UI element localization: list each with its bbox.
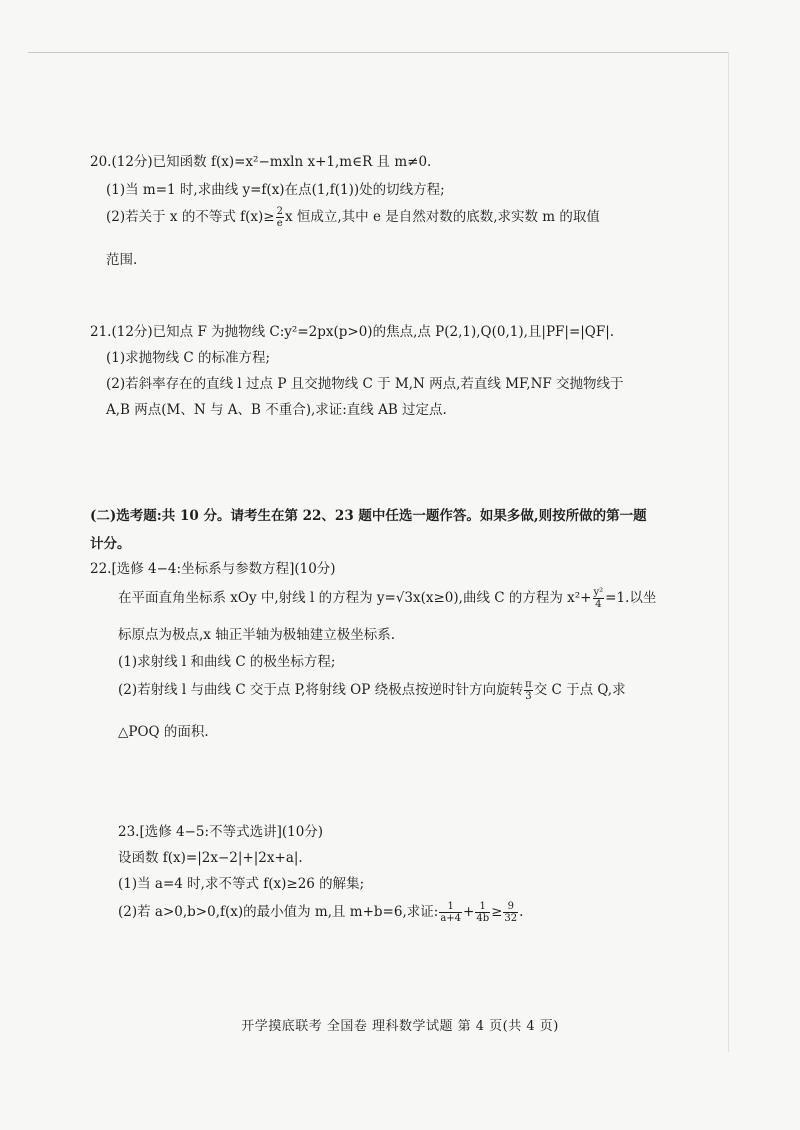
q20-part2-text-b: x 恒成立,其中 e 是自然对数的底数,求实数 m 的取值 <box>284 209 600 225</box>
q23-geq-sign: ≥ <box>491 904 503 920</box>
q22-stem-text-a: 在平面直角坐标系 xOy 中,射线 l 的方程为 y=√3x(x≥0),曲线 C 的方程为 x²+ <box>118 590 592 606</box>
q23-fraction-3-denominator: 32 <box>504 913 518 924</box>
q22-fraction-denominator: 4 <box>595 599 602 610</box>
q23-part2 <box>118 900 523 924</box>
q23-fraction-1-numerator: 1 <box>439 901 462 913</box>
page-footer: 开学摸底联考 全国卷 理科数学试题 第 4 页(共 4 页) <box>241 1019 559 1034</box>
q20-fraction-numerator: 2 <box>276 206 283 217</box>
q22-fraction-numerator: y² <box>593 587 604 598</box>
q23-part1: (1)当 a=4 时,求不等式 f(x)≥26 的解集; <box>118 876 365 892</box>
q22-part2-fraction-denominator: 3 <box>525 691 532 702</box>
q20-part2-text-a: (2)若关于 x 的不等式 f(x)≥ <box>106 209 275 225</box>
q22-stem-continued: 标原点为极点,x 轴正半轴为极轴建立极坐标系. <box>118 627 395 643</box>
q22-part2-fraction-numerator: π <box>525 679 532 690</box>
q23-plus-sign: + <box>463 904 475 920</box>
q20-stem: 20.(12分)已知函数 f(x)=x²−mxln x+1,m∈R 且 m≠0. <box>90 154 432 170</box>
q23-end-period: . <box>519 904 524 920</box>
q23-title: 23.[选修 4−5:不等式选讲](10分) <box>118 824 324 840</box>
q21-stem: 21.(12分)已知点 F 为抛物线 C:y²=2px(p>0)的焦点,点 P(2,1),Q(0,1),且|PF|=|QF|. <box>90 324 615 340</box>
q22-part2 <box>118 678 626 702</box>
q23-fraction-2-numerator: 1 <box>475 901 490 913</box>
q22-part2-continued: △POQ 的面积. <box>118 724 209 740</box>
q20-fraction <box>276 206 284 229</box>
q23-fraction-1-denominator: a+4 <box>440 913 462 924</box>
q22-title: 22.[选修 4−4:坐标系与参数方程](10分) <box>90 561 336 577</box>
q20-part1: (1)当 m=1 时,求曲线 y=f(x)在点(1,f(1))处的切线方程; <box>106 182 445 198</box>
q22-part2-text-a: (2)若射线 l 与曲线 C 交于点 P,将射线 OP 绕极点按逆时针方向旋转 <box>118 682 524 698</box>
q21-part2: (2)若斜率存在的直线 l 过点 P 且交抛物线 C 于 M,N 两点,若直线 MF,NF 交抛物线于 <box>106 376 624 392</box>
q22-stem-text-b: =1.以坐 <box>605 590 657 606</box>
q20-part2-continued: 范围. <box>106 252 138 268</box>
section-header-continued: 计分。 <box>90 536 131 552</box>
section-header: (二)选考题:共 10 分。请考生在第 22、23 题中任选一题作答。如果多做,则按所做的第一题 <box>90 508 647 524</box>
q20-part2 <box>106 205 600 229</box>
q23-fraction-3-numerator: 9 <box>503 901 518 913</box>
q21-part1: (1)求抛物线 C 的标准方程; <box>106 350 271 366</box>
q23-part2-text: (2)若 a>0,b>0,f(x)的最小值为 m,且 m+b=6,求证: <box>118 904 439 920</box>
q20-fraction-denominator: e <box>276 218 283 229</box>
q22-fraction <box>593 587 605 610</box>
q21-part2-continued: A,B 两点(M、N 与 A、B 不重合),求证:直线 AB 过定点. <box>106 402 447 418</box>
q22-part2-fraction <box>524 679 533 702</box>
q23-fraction-3 <box>503 901 518 924</box>
q23-fraction-2 <box>475 901 490 924</box>
q23-stem: 设函数 f(x)=|2x−2|+|2x+a|. <box>118 850 303 866</box>
q23-fraction-1 <box>439 901 462 924</box>
q22-stem <box>118 586 656 610</box>
q22-part2-text-b: 交 C 于点 Q,求 <box>533 682 626 698</box>
q22-part1: (1)求射线 l 和曲线 C 的极坐标方程; <box>118 654 336 670</box>
q23-fraction-2-denominator: 4b <box>476 913 490 924</box>
